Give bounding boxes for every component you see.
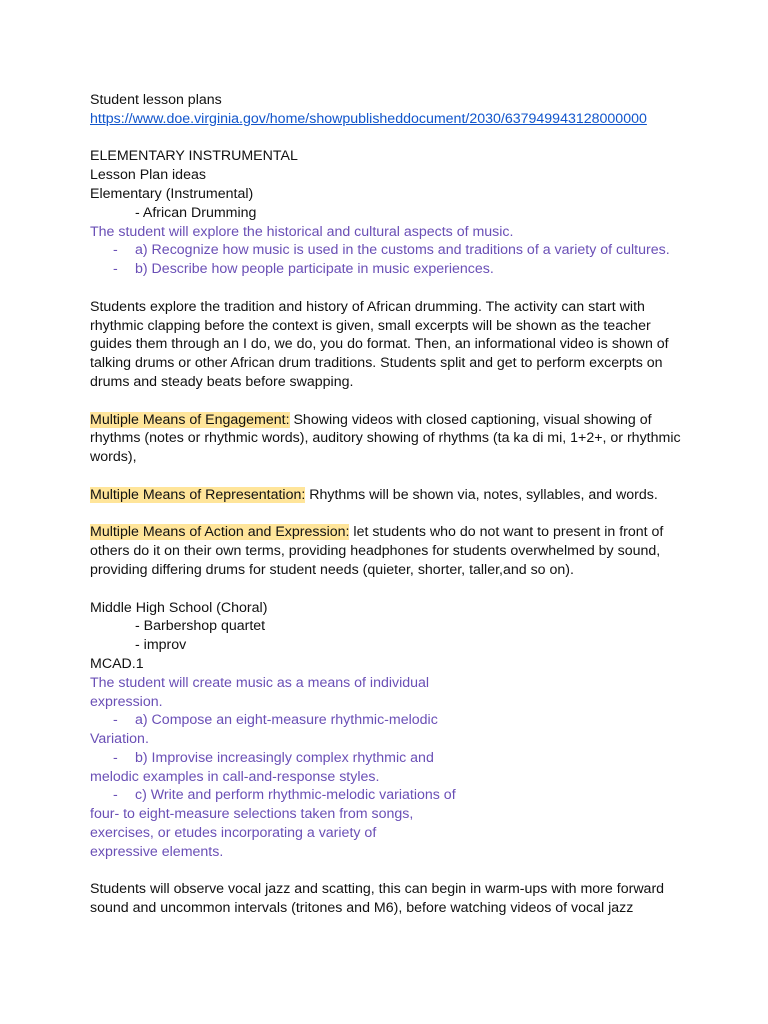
middle-topic: - improv — [135, 637, 187, 654]
elementary-category: Elementary (Instrumental) — [90, 185, 254, 202]
engagement-paragraph: Multiple Means of Engagement: Showing videos with closed captioning, visual showing of rhythms (notes or rhythmic words), auditory showing of rhythms (ta ka di mi, 1+2+, or rhythmic words), — [90, 411, 681, 466]
middle-description: sound and uncommon intervals (tritones and M6), before watching videos of vocal jazz — [90, 900, 634, 917]
standard-item: - a) Compose an eight-measure rhythmic-melodic — [90, 711, 690, 730]
dash-bullet: - — [113, 749, 118, 766]
middle-category: Middle High School (Choral) — [90, 599, 268, 616]
standard-code: MCAD.1 — [90, 655, 144, 672]
doe-link[interactable]: https://www.doe.virginia.gov/home/showpublisheddocument/2030/637949943128000000 — [90, 110, 647, 127]
dash-bullet: - — [113, 787, 118, 804]
middle-description: Students will observe vocal jazz and scatting, this can begin in warm-ups with more forward — [90, 881, 665, 898]
engagement-label: Multiple Means of Engagement: — [90, 411, 290, 428]
middle-standard: The student will create music as a means of individual — [90, 674, 430, 691]
elementary-standard: The student will explore the historical and cultural aspects of music. — [90, 223, 514, 240]
dash-bullet: - — [113, 712, 118, 729]
dash-bullet: - — [113, 261, 118, 278]
dash-bullet: - — [113, 242, 118, 259]
document-title: Student lesson plans — [90, 92, 222, 108]
action-paragraph: Multiple Means of Action and Expression: let students who do not want to present in front of others do it on their own terms, providing headphones for students overwhelmed by sound, providing differing drums for student needs (quieter, shorter, taller,and so on). — [90, 524, 664, 578]
elementary-topic: - African Drumming — [135, 204, 257, 221]
elementary-description: Students explore the tradition and history of African drumming. The activity can start with rhythmic clapping before the context is given, small excerpts will be shown as the teacher guides them through an I do, we do, you do format. Then, an informational video is shown of talking drums or other African drum traditions. Students split and get to perform excerpts on drums and steady beats before swapping. — [90, 298, 669, 390]
section-subheading: Lesson Plan ideas — [90, 167, 206, 184]
middle-standard: expression. — [90, 693, 163, 710]
standard-item: - b) Improvise increasingly complex rhythmic and — [90, 749, 690, 768]
action-label: Multiple Means of Action and Expression: — [90, 524, 350, 541]
representation-paragraph: Multiple Means of Representation: Rhythms will be shown via, notes, syllables, and words. — [90, 486, 658, 503]
standard-item: - c) Write and perform rhythmic-melodic variations of — [90, 786, 690, 805]
section-heading: ELEMENTARY INSTRUMENTAL — [90, 148, 298, 165]
standard-item: - b) Describe how people participate in music experiences. — [113, 261, 494, 278]
representation-label: Multiple Means of Representation: — [90, 486, 306, 503]
document-body: Student lesson plans https://www.doe.virginia.gov/home/showpublisheddocument/2030/637949943128000000 ELEMENTARY INSTRUMENTAL Lesson Plan ideas Elementary (Instrumental) - African Drumming The student will explore the historical and cultural aspects of music. - a) Recognize how music is used in the customs and traditions of a variety of cultures. - b) Describe how people participate in music experiences. Students explore the tradition and history of African drumming. The activity can start with rhythmic clapping before the context is given, small excerpts will be shown as the teacher guides them through an I do, we do, you do format. Then, an informational video is shown of talking drums or other African drum traditions. Students split and get to perform excerpts on drums and steady beats before swapping. Multiple Means of Engagement: Showing videos with closed captioning, visual showing of rhythms (notes or rhythmic words), auditory showing of rhythms (ta ka di mi, 1+2+, or rhythmic words), Multiple Means of Representation: Rhythms will be shown via, notes, syllables, and words. Multiple Means of Action and Expression: let students who do not want to present in front of others do it on their own terms, providing headphones for students overwhelmed by sound, providing differing drums for student needs (quieter, shorter, taller,and so on). Middle High School (Choral) - Barbershop quartet - improv MCAD.1 The student will create music as a means of individual expression. - a) Compose an eight-measure rhythmic-melodic Variation. - b) Improvise increasingly complex rhythmic and melodic examples in call-and-response styles. - c) Write and perform rhythmic-melodic variations of four- to eight-measure selections taken from songs, exercises, or etudes incorporating a variety of expressive elements. Students will observe vocal jazz and scatting, this can begin in warm-ups with more forward sound and uncommon intervals (tritones and M6), before watching videos of vocal jazz — [90, 91, 690, 918]
middle-topic: - Barbershop quartet — [135, 618, 266, 635]
standard-item: - a) Recognize how music is used in the customs and traditions of a variety of cultures. — [113, 242, 670, 259]
